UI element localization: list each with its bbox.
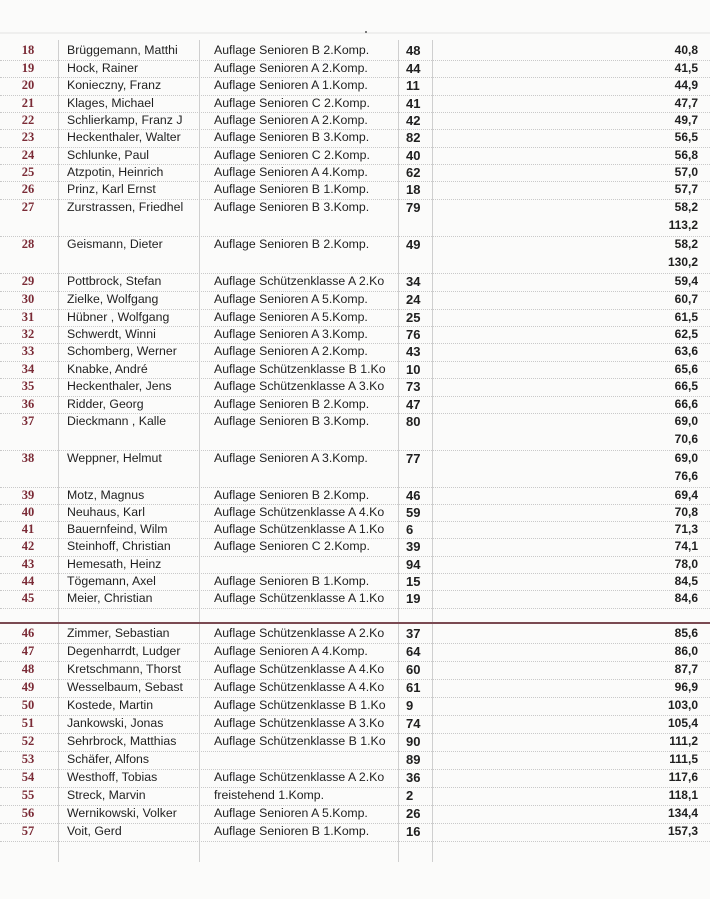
name-cell: Zielke, Wolfgang xyxy=(67,292,159,306)
result-cell: 49,7 xyxy=(674,113,698,127)
number-cell: 9 xyxy=(406,698,414,713)
result-cell: 69,0 xyxy=(674,414,698,428)
result-cell: 134,4 xyxy=(667,806,698,820)
name-cell: Bauernfeind, Wilm xyxy=(67,522,168,536)
rank-cell: 26 xyxy=(21,182,35,196)
table-row xyxy=(0,823,710,842)
table-row xyxy=(0,573,710,591)
number-cell: 74 xyxy=(406,716,421,731)
result-cell: 60,7 xyxy=(674,292,698,306)
rank-cell: 41 xyxy=(21,522,35,536)
number-cell: 15 xyxy=(406,574,421,589)
result-cell: 96,9 xyxy=(674,680,698,694)
result-cell: 103,0 xyxy=(667,698,698,712)
number-cell: 94 xyxy=(406,557,421,572)
rank-cell: 25 xyxy=(21,165,35,179)
result-cell: 58,2 xyxy=(674,237,698,251)
rank-cell: 53 xyxy=(21,752,35,766)
result-cell: 56,5 xyxy=(674,130,698,144)
number-cell: 44 xyxy=(406,61,421,76)
table-row xyxy=(0,643,710,662)
rank-cell: 37 xyxy=(21,414,35,428)
name-cell: Wesselbaum, Sebast xyxy=(67,680,183,694)
result-cell: 69,4 xyxy=(674,488,698,502)
number-cell: 2 xyxy=(406,788,414,803)
result-cell: 84,6 xyxy=(674,591,698,605)
number-cell: 59 xyxy=(406,505,421,520)
rank-cell: 18 xyxy=(21,43,35,57)
table-row xyxy=(0,715,710,734)
result-cell: 78,0 xyxy=(674,557,698,571)
rank-cell: 43 xyxy=(21,557,35,571)
number-cell: 41 xyxy=(406,96,421,111)
table-row xyxy=(0,805,710,824)
class-cell: Auflage Schützenklasse A 3.Ko xyxy=(214,379,385,393)
number-cell: 11 xyxy=(406,78,420,93)
table-row xyxy=(0,273,710,292)
number-cell: 6 xyxy=(406,522,414,537)
table-row xyxy=(0,396,710,414)
rank-cell: 28 xyxy=(21,237,35,251)
result-cell: 59,4 xyxy=(674,274,698,288)
table-row xyxy=(0,112,710,130)
rank-cell: 24 xyxy=(21,148,35,162)
number-cell: 80 xyxy=(406,414,421,429)
rank-cell: 22 xyxy=(21,113,35,127)
class-cell: Auflage Schützenklasse B 1.Ko xyxy=(214,734,386,748)
number-cell: 37 xyxy=(406,626,421,641)
result-cell: 66,5 xyxy=(674,379,698,393)
name-cell: Prinz, Karl Ernst xyxy=(67,182,156,196)
table-row xyxy=(0,504,710,522)
rank-cell: 29 xyxy=(21,274,35,288)
table-row xyxy=(0,487,710,505)
name-cell: Ridder, Georg xyxy=(67,397,144,411)
number-cell: 64 xyxy=(406,644,421,659)
number-cell: 36 xyxy=(406,770,421,785)
table-row xyxy=(0,42,710,61)
class-cell: Auflage Schützenklasse A 4.Ko xyxy=(214,662,385,676)
table-row xyxy=(0,661,710,680)
name-cell: Tögemann, Axel xyxy=(67,574,156,588)
number-cell: 79 xyxy=(406,200,421,215)
name-cell: Atzpotin, Heinrich xyxy=(67,165,164,179)
name-cell: Schwerdt, Winni xyxy=(67,327,156,341)
result-cell: 84,5 xyxy=(674,574,698,588)
rank-cell: 49 xyxy=(21,680,35,694)
section-divider xyxy=(0,622,710,624)
table-row xyxy=(0,147,710,165)
rank-cell: 56 xyxy=(21,806,35,820)
number-cell: 77 xyxy=(406,451,421,466)
rank-cell: 38 xyxy=(21,451,35,465)
result-extra-cell: 130,2 xyxy=(667,255,698,269)
result-cell: 87,7 xyxy=(674,662,698,676)
number-cell: 26 xyxy=(406,806,421,821)
class-cell: Auflage Senioren B 1.Komp. xyxy=(214,824,370,838)
rank-cell: 30 xyxy=(21,292,35,306)
result-cell: 157,3 xyxy=(667,824,698,838)
name-cell: Schlierkamp, Franz J xyxy=(67,113,183,127)
result-cell: 70,8 xyxy=(674,505,698,519)
table-row xyxy=(0,787,710,806)
number-cell: 40 xyxy=(406,148,421,163)
number-cell: 60 xyxy=(406,662,421,677)
class-cell: Auflage Schützenklasse B 1.Ko xyxy=(214,698,386,712)
table-row xyxy=(0,413,710,451)
class-cell: Auflage Senioren A 5.Komp. xyxy=(214,310,368,324)
rank-cell: 33 xyxy=(21,344,35,358)
class-cell: Auflage Schützenklasse A 2.Ko xyxy=(214,770,385,784)
number-cell: 46 xyxy=(406,488,421,503)
result-cell: 40,8 xyxy=(674,43,698,57)
name-cell: Neuhaus, Karl xyxy=(67,505,145,519)
name-cell: Konieczny, Franz xyxy=(67,78,162,92)
name-cell: Steinhoff, Christian xyxy=(67,539,171,553)
class-cell: Auflage Senioren A 3.Komp. xyxy=(214,327,368,341)
rank-cell: 45 xyxy=(21,591,35,605)
rank-cell: 42 xyxy=(21,539,35,553)
table-row xyxy=(0,164,710,182)
result-cell: 71,3 xyxy=(674,522,698,536)
name-cell: Sehrbrock, Matthias xyxy=(67,734,177,748)
result-cell: 117,6 xyxy=(668,770,698,784)
number-cell: 47 xyxy=(406,397,421,412)
class-cell: Auflage Senioren C 2.Komp. xyxy=(214,96,370,110)
name-cell: Kretschmann, Thorst xyxy=(67,662,181,676)
number-cell: 42 xyxy=(406,113,421,128)
number-cell: 25 xyxy=(406,310,421,325)
name-cell: Westhoff, Tobias xyxy=(67,770,158,784)
number-cell: 49 xyxy=(406,237,421,252)
number-cell: 89 xyxy=(406,752,421,767)
rank-cell: 55 xyxy=(21,788,35,802)
name-cell: Heckenthaler, Walter xyxy=(67,130,181,144)
result-cell: 86,0 xyxy=(674,644,698,658)
table-row xyxy=(0,590,710,609)
name-cell: Weppner, Helmut xyxy=(67,451,162,465)
name-cell: Pottbrock, Stefan xyxy=(67,274,162,288)
result-cell: 69,0 xyxy=(674,451,698,465)
name-cell: Dieckmann , Kalle xyxy=(67,414,167,428)
name-cell: Kostede, Martin xyxy=(67,698,154,712)
class-cell: Auflage Schützenklasse A 2.Ko xyxy=(214,626,385,640)
class-cell: Auflage Senioren B 2.Komp. xyxy=(214,397,370,411)
result-cell: 61,5 xyxy=(674,310,698,324)
rank-cell: 47 xyxy=(21,644,35,658)
class-cell: Auflage Senioren C 2.Komp. xyxy=(214,148,370,162)
number-cell: 62 xyxy=(406,165,421,180)
name-cell: Meier, Christian xyxy=(67,591,153,605)
rank-cell: 39 xyxy=(21,488,35,502)
class-cell: Auflage Senioren A 4.Komp. xyxy=(214,165,368,179)
table-row xyxy=(0,129,710,148)
class-cell: Auflage Schützenklasse B 1.Ko xyxy=(214,362,386,376)
class-cell: Auflage Senioren A 2.Komp. xyxy=(214,61,368,75)
result-cell: 85,6 xyxy=(674,626,698,640)
result-cell: 56,8 xyxy=(674,148,698,162)
name-cell: Voit, Gerd xyxy=(67,824,122,838)
rank-cell: 19 xyxy=(21,61,35,75)
number-cell: 76 xyxy=(406,327,421,342)
rank-cell: 40 xyxy=(21,505,35,519)
number-cell: 48 xyxy=(406,43,421,58)
table-row xyxy=(0,291,710,310)
number-cell: 39 xyxy=(406,539,421,554)
rank-cell: 44 xyxy=(21,574,35,588)
rank-cell: 57 xyxy=(21,824,35,838)
class-cell: Auflage Senioren B 2.Komp. xyxy=(214,237,370,251)
table-row xyxy=(0,378,710,397)
result-cell: 44,9 xyxy=(674,78,698,92)
class-cell: Auflage Senioren A 1.Komp. xyxy=(214,78,368,92)
rank-cell: 36 xyxy=(21,397,35,411)
result-cell: 57,7 xyxy=(674,182,698,196)
name-cell: Schäfer, Alfons xyxy=(67,752,150,766)
name-cell: Streck, Marvin xyxy=(67,788,146,802)
result-cell: 41,5 xyxy=(674,61,698,75)
table-row xyxy=(0,199,710,237)
name-cell: Motz, Magnus xyxy=(67,488,145,502)
class-cell: Auflage Schützenklasse A 1.Ko xyxy=(214,522,385,536)
class-cell: Auflage Schützenklasse A 4.Ko xyxy=(214,680,385,694)
table-row xyxy=(0,181,710,200)
number-cell: 24 xyxy=(406,292,421,307)
result-cell: 105,4 xyxy=(667,716,698,730)
rank-cell: 54 xyxy=(21,770,35,784)
name-cell: Hemesath, Heinz xyxy=(67,557,162,571)
class-cell: Auflage Senioren C 2.Komp. xyxy=(214,539,370,553)
rank-cell: 21 xyxy=(21,96,35,110)
name-cell: Schlunke, Paul xyxy=(67,148,150,162)
name-cell: Knabke, André xyxy=(67,362,148,376)
class-cell: Auflage Senioren B 2.Komp. xyxy=(214,488,370,502)
number-cell: 43 xyxy=(406,344,421,359)
table-row xyxy=(0,361,710,379)
table-row xyxy=(0,769,710,788)
result-cell: 118,1 xyxy=(668,788,698,802)
class-cell: Auflage Senioren A 5.Komp. xyxy=(214,292,368,306)
name-cell: Zurstrassen, Friedhel xyxy=(67,200,184,214)
number-cell: 18 xyxy=(406,182,421,197)
table-row xyxy=(0,556,710,574)
rank-cell: 52 xyxy=(21,734,35,748)
name-cell: Brüggemann, Matthi xyxy=(67,43,178,57)
table-row xyxy=(0,625,710,644)
name-cell: Klages, Michael xyxy=(67,96,154,110)
class-cell: Auflage Senioren B 1.Komp. xyxy=(214,182,370,196)
result-cell: 74,1 xyxy=(674,539,698,553)
class-cell: Auflage Schützenklasse A 1.Ko xyxy=(214,591,385,605)
result-cell: 65,6 xyxy=(674,362,698,376)
result-cell: 111,2 xyxy=(669,734,698,748)
table-row xyxy=(0,733,710,752)
number-cell: 16 xyxy=(406,824,421,839)
number-cell: 73 xyxy=(406,379,421,394)
number-cell: 82 xyxy=(406,130,421,145)
name-cell: Schomberg, Werner xyxy=(67,344,177,358)
rank-cell: 31 xyxy=(21,310,35,324)
rank-cell: 27 xyxy=(21,200,35,214)
result-cell: 57,0 xyxy=(674,165,698,179)
result-extra-cell: 76,6 xyxy=(674,469,698,483)
table-row xyxy=(0,309,710,327)
number-cell: 61 xyxy=(406,680,421,695)
rank-cell: 48 xyxy=(21,662,35,676)
name-cell: Zimmer, Sebastian xyxy=(67,626,170,640)
table-row xyxy=(0,521,710,539)
rank-cell: 20 xyxy=(21,78,35,92)
class-cell: Auflage Senioren A 3.Komp. xyxy=(214,451,368,465)
class-cell: Auflage Schützenklasse A 2.Ko xyxy=(214,274,385,288)
table-row xyxy=(0,60,710,78)
class-cell: Auflage Senioren A 4.Komp. xyxy=(214,644,368,658)
rank-cell: 50 xyxy=(21,698,35,712)
name-cell: Heckenthaler, Jens xyxy=(67,379,172,393)
number-cell: 90 xyxy=(406,734,421,749)
class-cell: freistehend 1.Komp. xyxy=(214,788,325,802)
table-row xyxy=(0,450,710,488)
table-row xyxy=(0,679,710,698)
class-cell: Auflage Schützenklasse A 3.Ko xyxy=(214,716,385,730)
rank-cell: 35 xyxy=(21,379,35,393)
result-cell: 62,5 xyxy=(674,327,698,341)
class-cell: Auflage Senioren B 3.Komp. xyxy=(214,414,370,428)
name-cell: Degenharrdt, Ludger xyxy=(67,644,181,658)
rank-cell: 46 xyxy=(21,626,35,640)
table-row xyxy=(0,326,710,344)
class-cell: Auflage Senioren B 1.Komp. xyxy=(214,574,370,588)
name-cell: Geismann, Dieter xyxy=(67,237,163,251)
number-cell: 19 xyxy=(406,591,421,606)
number-cell: 34 xyxy=(406,274,421,289)
result-cell: 47,7 xyxy=(674,96,698,110)
table-row xyxy=(0,751,710,770)
result-cell: 63,6 xyxy=(674,344,698,358)
class-cell: Auflage Senioren A 2.Komp. xyxy=(214,344,368,358)
cut-off-header-remnant xyxy=(0,0,710,34)
class-cell: Auflage Senioren A 5.Komp. xyxy=(214,806,368,820)
class-cell: Auflage Schützenklasse A 4.Ko xyxy=(214,505,385,519)
table-row xyxy=(0,236,710,274)
result-cell: 58,2 xyxy=(674,200,698,214)
class-cell: Auflage Senioren B 2.Komp. xyxy=(214,43,370,57)
name-cell: Hübner , Wolfgang xyxy=(67,310,170,324)
name-cell: Wernikowski, Volker xyxy=(67,806,177,820)
table-row xyxy=(0,77,710,96)
table-row xyxy=(0,343,710,362)
name-cell: Jankowski, Jonas xyxy=(67,716,164,730)
table-row xyxy=(0,697,710,716)
result-extra-cell: 70,6 xyxy=(674,432,698,446)
result-cell: 111,5 xyxy=(669,752,698,766)
class-cell: Auflage Senioren A 2.Komp. xyxy=(214,113,368,127)
name-cell: Hock, Rainer xyxy=(67,61,139,75)
rank-cell: 32 xyxy=(21,327,35,341)
table-row xyxy=(0,538,710,557)
rank-cell: 34 xyxy=(21,362,35,376)
table-row xyxy=(0,95,710,113)
class-cell: Auflage Senioren B 3.Komp. xyxy=(214,200,370,214)
rank-cell: 23 xyxy=(21,130,35,144)
rank-cell: 51 xyxy=(21,716,35,730)
result-cell: 66,6 xyxy=(674,397,698,411)
class-cell: Auflage Senioren B 3.Komp. xyxy=(214,130,370,144)
result-extra-cell: 113,2 xyxy=(668,218,698,232)
number-cell: 10 xyxy=(406,362,421,377)
